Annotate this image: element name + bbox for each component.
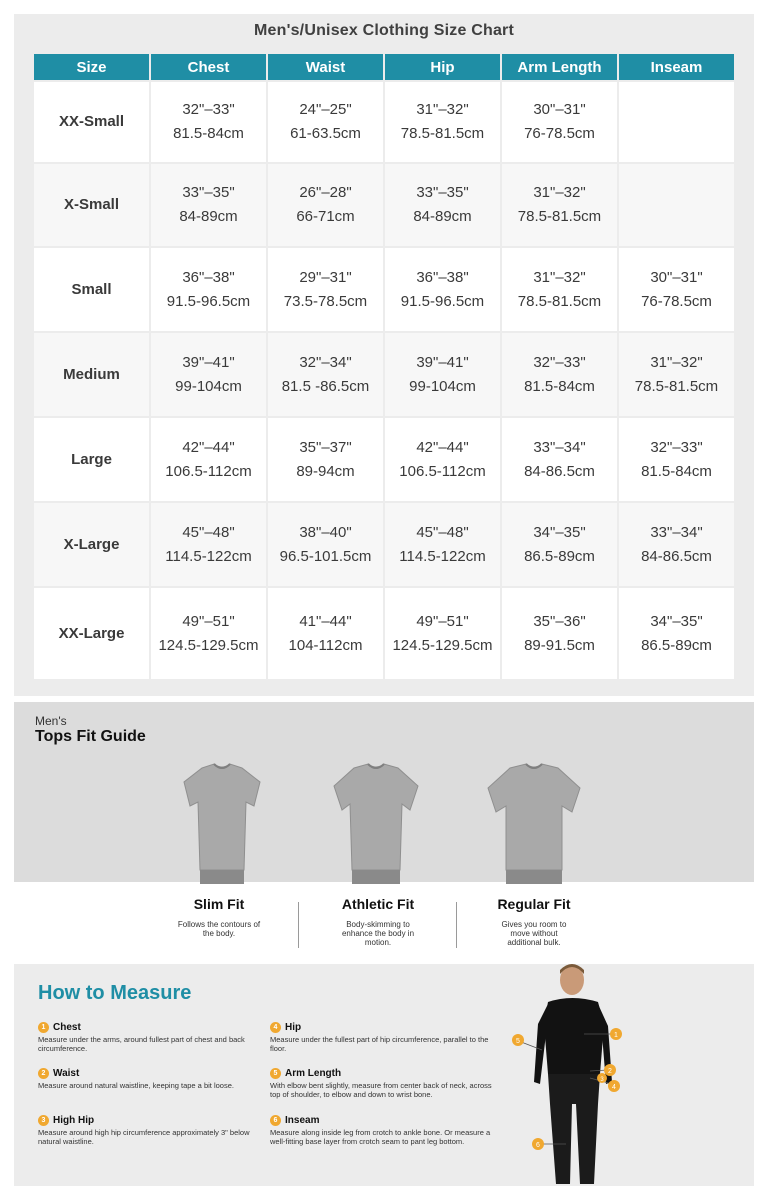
waist-cell	[268, 333, 383, 416]
chest-cell	[151, 503, 266, 586]
svg-text:5: 5	[516, 1038, 520, 1045]
measure-label: High Hip	[53, 1115, 95, 1126]
chest-cell	[151, 333, 266, 416]
cm-value: 81.5 -86.5cm	[281, 377, 370, 395]
size-cell: X-Small	[34, 164, 149, 246]
slim-fit-shirt-image	[172, 760, 272, 884]
inches-value: 32"–33"	[182, 101, 235, 118]
measure-description: With elbow bent slightly, measure from center back of neck, across top of shoulder, to elbow and down to wrist bone.	[270, 1081, 492, 1099]
athletic-fit-shirt-image	[326, 760, 426, 884]
arm-cell	[502, 248, 617, 331]
waist-cell	[268, 248, 383, 331]
cm-value: 99-104cm	[175, 377, 242, 395]
cm-value: 104-112cm	[288, 636, 363, 654]
cm-value: 84-86.5cm	[524, 462, 595, 480]
measure-item-chest	[38, 1022, 268, 1053]
hip-cell	[385, 588, 500, 679]
size-cell: XX-Small	[34, 82, 149, 162]
cm-value: 84-89cm	[413, 208, 472, 225]
size-chart-section	[14, 14, 754, 696]
measure-label: Chest	[53, 1022, 81, 1033]
cm-value: 66-71cm	[296, 208, 355, 225]
inches-value: 24"–25"	[299, 101, 352, 118]
inches-value: 35"–37"	[299, 438, 352, 456]
measure-label: Inseam	[285, 1115, 320, 1126]
inseam-cell	[619, 82, 734, 162]
fit-divider	[456, 902, 457, 948]
inches-value: 26"–28"	[299, 184, 352, 201]
inches-value: 36"–38"	[182, 268, 235, 286]
measure-label: Arm Length	[285, 1068, 342, 1079]
inches-value: 39"–41"	[416, 353, 469, 371]
arm-cell	[502, 588, 617, 679]
arm-cell	[502, 418, 617, 501]
fit-guide-title: Tops Fit Guide	[35, 728, 146, 745]
measure-description: Measure around natural waistline, keeping tape a bit loose.	[38, 1081, 234, 1090]
size-cell: Small	[34, 248, 149, 331]
inches-value: 29"–31"	[299, 268, 352, 286]
inches-value: 36"–38"	[416, 268, 469, 286]
marker-4-icon	[608, 1080, 620, 1092]
inseam-cell	[619, 333, 734, 416]
cm-value: 89-94cm	[296, 462, 355, 480]
regular-fit-shirt-image	[484, 760, 584, 884]
marker-1-icon	[610, 1028, 622, 1040]
inches-value: 30"–31"	[533, 101, 586, 118]
hip-cell	[385, 248, 500, 331]
inches-value: 39"–41"	[182, 353, 235, 371]
marker-5-icon	[512, 1034, 524, 1046]
step-5-icon: 5	[270, 1068, 281, 1079]
svg-text:4: 4	[612, 1084, 616, 1091]
cm-value: 84-89cm	[179, 208, 238, 225]
inches-value: 31"–32"	[416, 101, 469, 118]
inches-value: 38"–40"	[299, 523, 352, 541]
athletic-fit-description: Body-skimming to enhance the body in motion.	[341, 920, 415, 947]
cm-value: 91.5-96.5cm	[166, 292, 251, 310]
inches-value: 32"–33"	[533, 353, 586, 371]
regular-fit-column	[464, 896, 604, 947]
svg-text:3: 3	[600, 1077, 604, 1083]
inseam-cell	[619, 248, 734, 331]
chest-cell	[151, 164, 266, 246]
cm-value: 73.5-78.5cm	[283, 292, 368, 310]
inseam-cell	[619, 503, 734, 586]
cm-value: 99-104cm	[409, 377, 476, 395]
cm-value: 78.5-81.5cm	[517, 292, 602, 310]
fit-divider	[298, 902, 299, 948]
chest-cell	[151, 588, 266, 679]
step-6-icon: 6	[270, 1115, 281, 1126]
chest-cell	[151, 248, 266, 331]
how-to-measure-section	[14, 964, 754, 1186]
size-cell: XX-Large	[34, 588, 149, 679]
inseam-cell	[619, 418, 734, 501]
table-header-size: Size	[34, 54, 149, 80]
cm-value: 106.5-112cm	[399, 462, 486, 480]
cm-value: 84-86.5cm	[641, 547, 712, 565]
step-2-icon: 2	[38, 1068, 49, 1079]
size-cell: Large	[34, 418, 149, 501]
cm-value: 81.5-84cm	[524, 377, 595, 395]
table-header-arm-length: Arm Length	[502, 54, 617, 80]
inches-value: 49"–51"	[182, 612, 235, 630]
athletic-fit-label: Athletic Fit	[341, 896, 415, 912]
marker-2-icon	[604, 1064, 616, 1076]
cm-value: 106.5-112cm	[165, 462, 252, 480]
cm-value: 78.5-81.5cm	[634, 377, 719, 395]
marker-3-icon	[597, 1073, 607, 1083]
measure-item-waist	[38, 1068, 268, 1090]
measurement-model-figure	[508, 964, 658, 1186]
inches-value: 45"–48"	[416, 523, 469, 541]
cm-value: 114.5-122cm	[165, 547, 252, 565]
cm-value: 61-63.5cm	[290, 125, 361, 142]
table-header-chest: Chest	[151, 54, 266, 80]
inches-value: 31"–32"	[650, 353, 703, 371]
inches-value: 32"–33"	[650, 438, 703, 456]
cm-value: 78.5-81.5cm	[400, 125, 485, 142]
athletic-fit-column	[308, 896, 448, 947]
svg-text:2: 2	[608, 1068, 612, 1075]
measure-description: Measure under the fullest part of hip circumference, parallel to the floor.	[270, 1035, 489, 1053]
inches-value: 31"–32"	[533, 184, 586, 201]
regular-fit-label: Regular Fit	[497, 896, 571, 912]
inseam-cell	[619, 164, 734, 246]
cm-value: 89-91.5cm	[524, 636, 595, 654]
fit-labels	[0, 896, 768, 966]
inches-value: 45"–48"	[182, 523, 235, 541]
chest-cell	[151, 82, 266, 162]
inches-value: 33"–34"	[650, 523, 703, 541]
inches-value: 34"–35"	[533, 523, 586, 541]
inches-value: 33"–34"	[533, 438, 586, 456]
step-4-icon: 4	[270, 1022, 281, 1033]
cm-value: 76-78.5cm	[641, 292, 712, 310]
inches-value: 33"–35"	[416, 184, 469, 201]
table-header-hip: Hip	[385, 54, 500, 80]
cm-value: 114.5-122cm	[399, 547, 486, 565]
svg-text:6: 6	[536, 1142, 540, 1149]
slim-fit-column	[149, 896, 289, 938]
hip-cell	[385, 82, 500, 162]
inches-value: 32"–34"	[299, 353, 352, 371]
cm-value: 124.5-129.5cm	[392, 636, 493, 654]
cm-value: 81.5-84cm	[173, 125, 244, 142]
arm-cell	[502, 164, 617, 246]
hip-cell	[385, 164, 500, 246]
cm-value: 78.5-81.5cm	[517, 208, 602, 225]
waist-cell	[268, 418, 383, 501]
cm-value: 86.5-89cm	[524, 547, 595, 565]
inches-value: 33"–35"	[182, 184, 235, 201]
slim-fit-description: Follows the contours of the body.	[177, 920, 261, 938]
slim-fit-label: Slim Fit	[193, 896, 245, 912]
measure-label: Hip	[285, 1022, 302, 1033]
tops-fit-guide-banner	[14, 702, 754, 882]
size-cell: Medium	[34, 333, 149, 416]
arm-cell	[502, 333, 617, 416]
measure-label: Waist	[53, 1068, 80, 1079]
waist-cell	[268, 82, 383, 162]
inches-value: 31"–32"	[533, 268, 586, 286]
cm-value: 91.5-96.5cm	[400, 292, 485, 310]
hip-cell	[385, 418, 500, 501]
measure-description: Measure under the arms, around fullest part of chest and back circumference.	[38, 1035, 245, 1053]
inches-value: 49"–51"	[416, 612, 469, 630]
arm-cell	[502, 503, 617, 586]
cm-value: 81.5-84cm	[641, 462, 712, 480]
measure-item-hip	[270, 1022, 500, 1053]
cm-value: 76-78.5cm	[524, 125, 595, 142]
hip-cell	[385, 333, 500, 416]
step-3-icon: 3	[38, 1115, 49, 1126]
waist-cell	[268, 503, 383, 586]
marker-6-icon	[532, 1138, 544, 1150]
arm-cell	[502, 82, 617, 162]
inches-value: 34"–35"	[650, 612, 703, 630]
cm-value: 96.5-101.5cm	[279, 547, 372, 565]
inseam-cell	[619, 588, 734, 679]
table-header-inseam: Inseam	[619, 54, 734, 80]
hip-cell	[385, 503, 500, 586]
inches-value: 30"–31"	[650, 268, 703, 286]
measure-description: Measure around high hip circumference approximately 3" below natural waistline.	[38, 1128, 250, 1146]
inches-value: 42"–44"	[182, 438, 235, 456]
cm-value: 124.5-129.5cm	[158, 636, 259, 654]
inches-value: 42"–44"	[416, 438, 469, 456]
measure-description: Measure along inside leg from crotch to ankle bone. Or measure a well-fitting base layer from crotch seam to pant leg bottom.	[270, 1128, 491, 1146]
waist-cell	[268, 588, 383, 679]
step-1-icon: 1	[38, 1022, 49, 1033]
measure-item-high-hip	[38, 1115, 268, 1146]
measure-item-arm-length	[270, 1068, 500, 1099]
table-header-waist: Waist	[268, 54, 383, 80]
size-cell: X-Large	[34, 503, 149, 586]
how-to-measure-title: How to Measure	[38, 982, 192, 1004]
svg-text:1: 1	[614, 1032, 618, 1039]
waist-cell	[268, 164, 383, 246]
inches-value: 35"–36"	[533, 612, 586, 630]
size-chart-title: Men's/Unisex Clothing Size Chart	[253, 22, 515, 39]
fit-guide-kicker: Men's	[35, 714, 67, 728]
measure-item-inseam	[270, 1115, 500, 1146]
size-table	[34, 54, 734, 679]
cm-value: 86.5-89cm	[641, 636, 712, 654]
regular-fit-description: Gives you room to move without additional bulk.	[501, 920, 567, 947]
inches-value: 41"–44"	[299, 612, 352, 630]
chest-cell	[151, 418, 266, 501]
